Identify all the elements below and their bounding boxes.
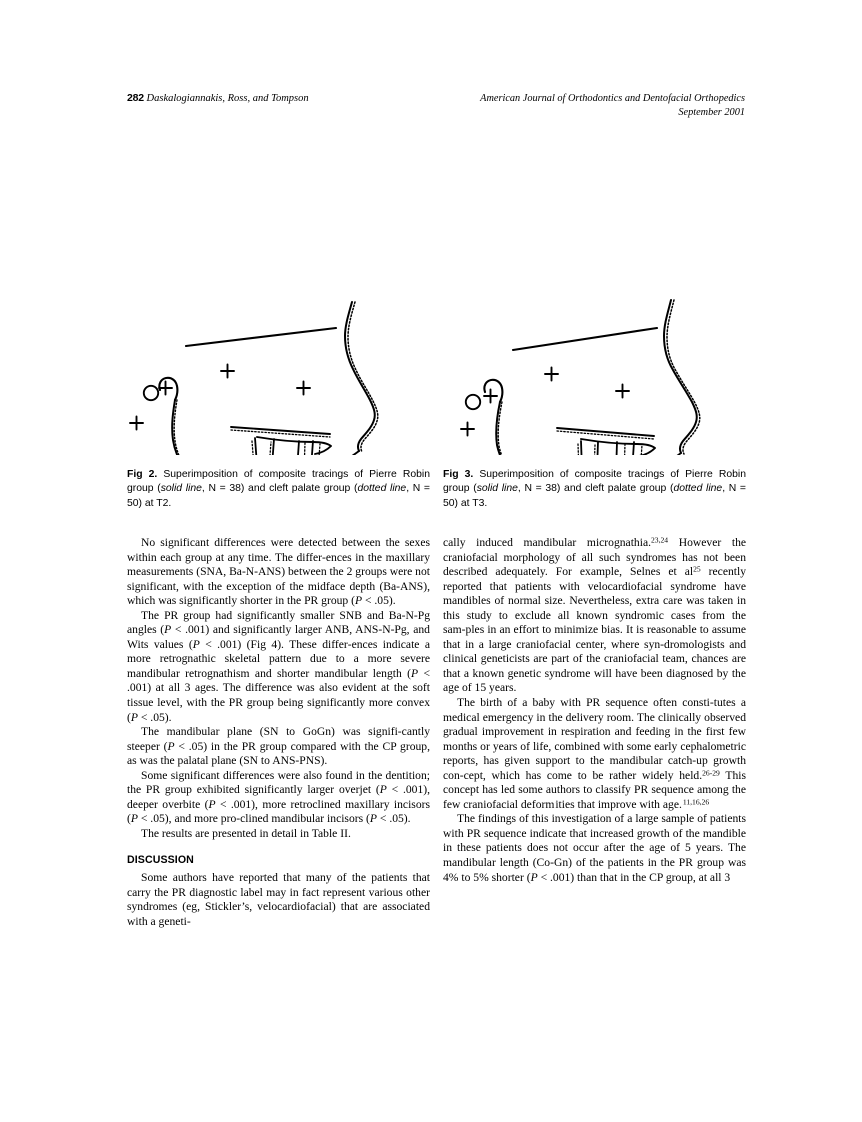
- soft-tissue-profile-solid: [345, 302, 375, 451]
- page-folio: 282: [127, 92, 144, 104]
- cranial-base-dotted: [174, 400, 230, 455]
- figure-2-caption-tail: , N = 50) at T2.: [127, 483, 430, 509]
- registration-cross-sella: [159, 382, 172, 395]
- paragraph: The PR group had significantly smaller SNB and Ba-N-Pg angles (P < .001) and significantly larger ANB, ANS-N-Pg, and Wits values (P < .001) (Fig 4). These differ‑ences indicate a more retrognathic skeletal pattern due to a more severe mandibular retrognathism and shorter mandibular length (P < .001) at all 3 ages. The difference was also evident at the soft tissue level, with the PR group being significantly more convex (P < .05).: [127, 608, 430, 724]
- section-heading-discussion: DISCUSSION: [127, 853, 194, 866]
- running-head-right: [480, 92, 745, 119]
- paragraph: No significant differences were detected between the sexes within each group at any time. The differ‑ences in the maxillary measurements (SNA, Ba-N-ANS) between the 2 groups were not significant, with the exception of the midface depth (Ba-ANS), which was significantly shorter in the PR group (P < .05).: [127, 536, 430, 608]
- soft-tissue-profile-dotted: [667, 300, 700, 454]
- registration-cross-mid: [297, 382, 310, 395]
- running-head-left: [127, 92, 309, 105]
- figure-3-solid-line-key: solid line: [476, 483, 518, 495]
- nose-base-solid: [347, 451, 359, 455]
- running-head-authors: Daskalogiannakis, Ross, and Tompson: [146, 93, 309, 104]
- sella-point-circle: [144, 386, 158, 400]
- figure-row: [127, 150, 745, 455]
- cephalometric-tracing-t3: [445, 150, 745, 455]
- figure-2-caption-mid: , N = 38) and cleft palate group (: [201, 483, 358, 495]
- paragraph: Some authors have reported that many of the patients that carry the PR diagnostic label may in fact represent various other syndromes (eg, Stickler’s, velocardiofacial) that are associated with a geneti-: [127, 870, 430, 928]
- cranial-base-solid: [496, 402, 556, 455]
- figure-2-dotted-line-key: dotted line: [357, 483, 407, 495]
- cranial-base-solid: [172, 400, 228, 455]
- reference-marker: 23,24: [651, 535, 669, 545]
- paragraph: The mandibular plane (SN to GoGn) was signifi‑cantly steeper (P < .05) in the PR group compared with the CP group, as was the palatal plane (SN to ANS-PNS).: [127, 725, 430, 768]
- paragraph: The findings of this investigation of a large sample of patients with PR sequence indicate that increased growth of the mandible in these patients does not occur after the age of 5 years. The mandibular length (Co-Gn) of the patients in the PR group was 4% to 5% shorter (P < .001) than that in the CP group, at all 3: [443, 812, 746, 884]
- figure-2-caption-lead: Superimposition of composite tracings of Pierre Robin group (: [127, 469, 431, 495]
- paragraph: Some significant differences were also found in the dentition; the PR group exhibited significantly larger overjet (P < .001), deeper overbite (P < .001), more retroclined maxillary incisors (P < .05), and more pro‑clined mandibular incisors (P < .05).: [127, 768, 431, 826]
- figure-2-solid-line-key: solid line: [160, 483, 202, 495]
- sella-turcica-outline: [484, 380, 502, 402]
- registration-cross-upper: [221, 365, 234, 378]
- registration-cross-left: [461, 423, 474, 436]
- body-column-left: [127, 536, 430, 929]
- registration-cross-mid: [616, 385, 629, 398]
- registration-cross-sella: [484, 390, 497, 403]
- reference-marker: 11,16,26: [682, 797, 710, 807]
- maxillary-molar-solid: [255, 438, 274, 455]
- paragraph: cally induced mandibular micrognathia.$^{23,24}$ However the craniofacial morphology of all such syndromes has not been described adequately. For example, Selnes et $al^{25}$ recently reported that patients with velocardiofacial syndrome have mandibles of normal size. Nevertheless, extra care was taken in this study to exclude all known syndromic cases from the sam‑ples in an effort to minimize bias. It is reasonable to assume that in a large craniofacial center, where syn‑dromologists and clinical geneticists are part of the craniofacial team, chances are that a known genetic syndrome will have been diagnosed by the age of 15 years.: [443, 535, 747, 695]
- soft-tissue-profile-dotted: [348, 302, 378, 452]
- figure-2-label: Fig 2.: [127, 469, 158, 480]
- reference-marker: 25: [693, 564, 701, 574]
- reference-marker: 26-29: [702, 768, 720, 778]
- sn-reference-line: [513, 328, 657, 350]
- registration-cross-left: [130, 417, 143, 430]
- running-head: [127, 92, 745, 126]
- registration-cross-upper: [545, 368, 558, 381]
- figure-3-graphic: [445, 150, 745, 455]
- figure-3-caption: [443, 468, 746, 511]
- paragraph: The results are presented in detail in Table II.: [141, 826, 351, 840]
- sn-reference-line: [186, 328, 336, 346]
- figure-3-caption-lead: Superimposition of composite tracings of Pierre Robin group (: [443, 469, 747, 495]
- journal-issue-date: September 2001: [678, 106, 745, 118]
- cephalometric-tracing-t2: [127, 150, 427, 455]
- figure-2-graphic: [127, 150, 427, 455]
- figure-3-label: Fig 3.: [443, 469, 474, 480]
- figure-3-caption-tail: , N = 50) at T3.: [443, 483, 746, 509]
- nose-base-solid: [669, 453, 681, 455]
- figure-2-caption: [127, 468, 430, 511]
- sella-point-circle: [466, 395, 480, 409]
- figure-3-dotted-line-key: dotted line: [673, 483, 723, 495]
- figure-3-caption-mid: , N = 38) and cleft palate group (: [517, 483, 674, 495]
- body-column-right: [443, 536, 746, 885]
- journal-title: American Journal of Orthodontics and Dentofacial Orthopedics: [480, 93, 745, 104]
- maxilla-outline-solid: [581, 439, 655, 455]
- cranial-base-dotted: [498, 402, 558, 455]
- paragraph: The birth of a baby with PR sequence often consti‑tutes a medical emergency in the delivery room. The clinically observed gradual improvement in respiration and feeding in the first few months or years of life, combined with some early cephalometric reports, has given support to the mandibular catch-up growth con‑cept, which has come to be rather widely held.$^{26-29}$ This concept has led some authors to classify PR sequence among the few craniofacial deform ities that improve with age. $^{11,16,26}$: [443, 696, 746, 811]
